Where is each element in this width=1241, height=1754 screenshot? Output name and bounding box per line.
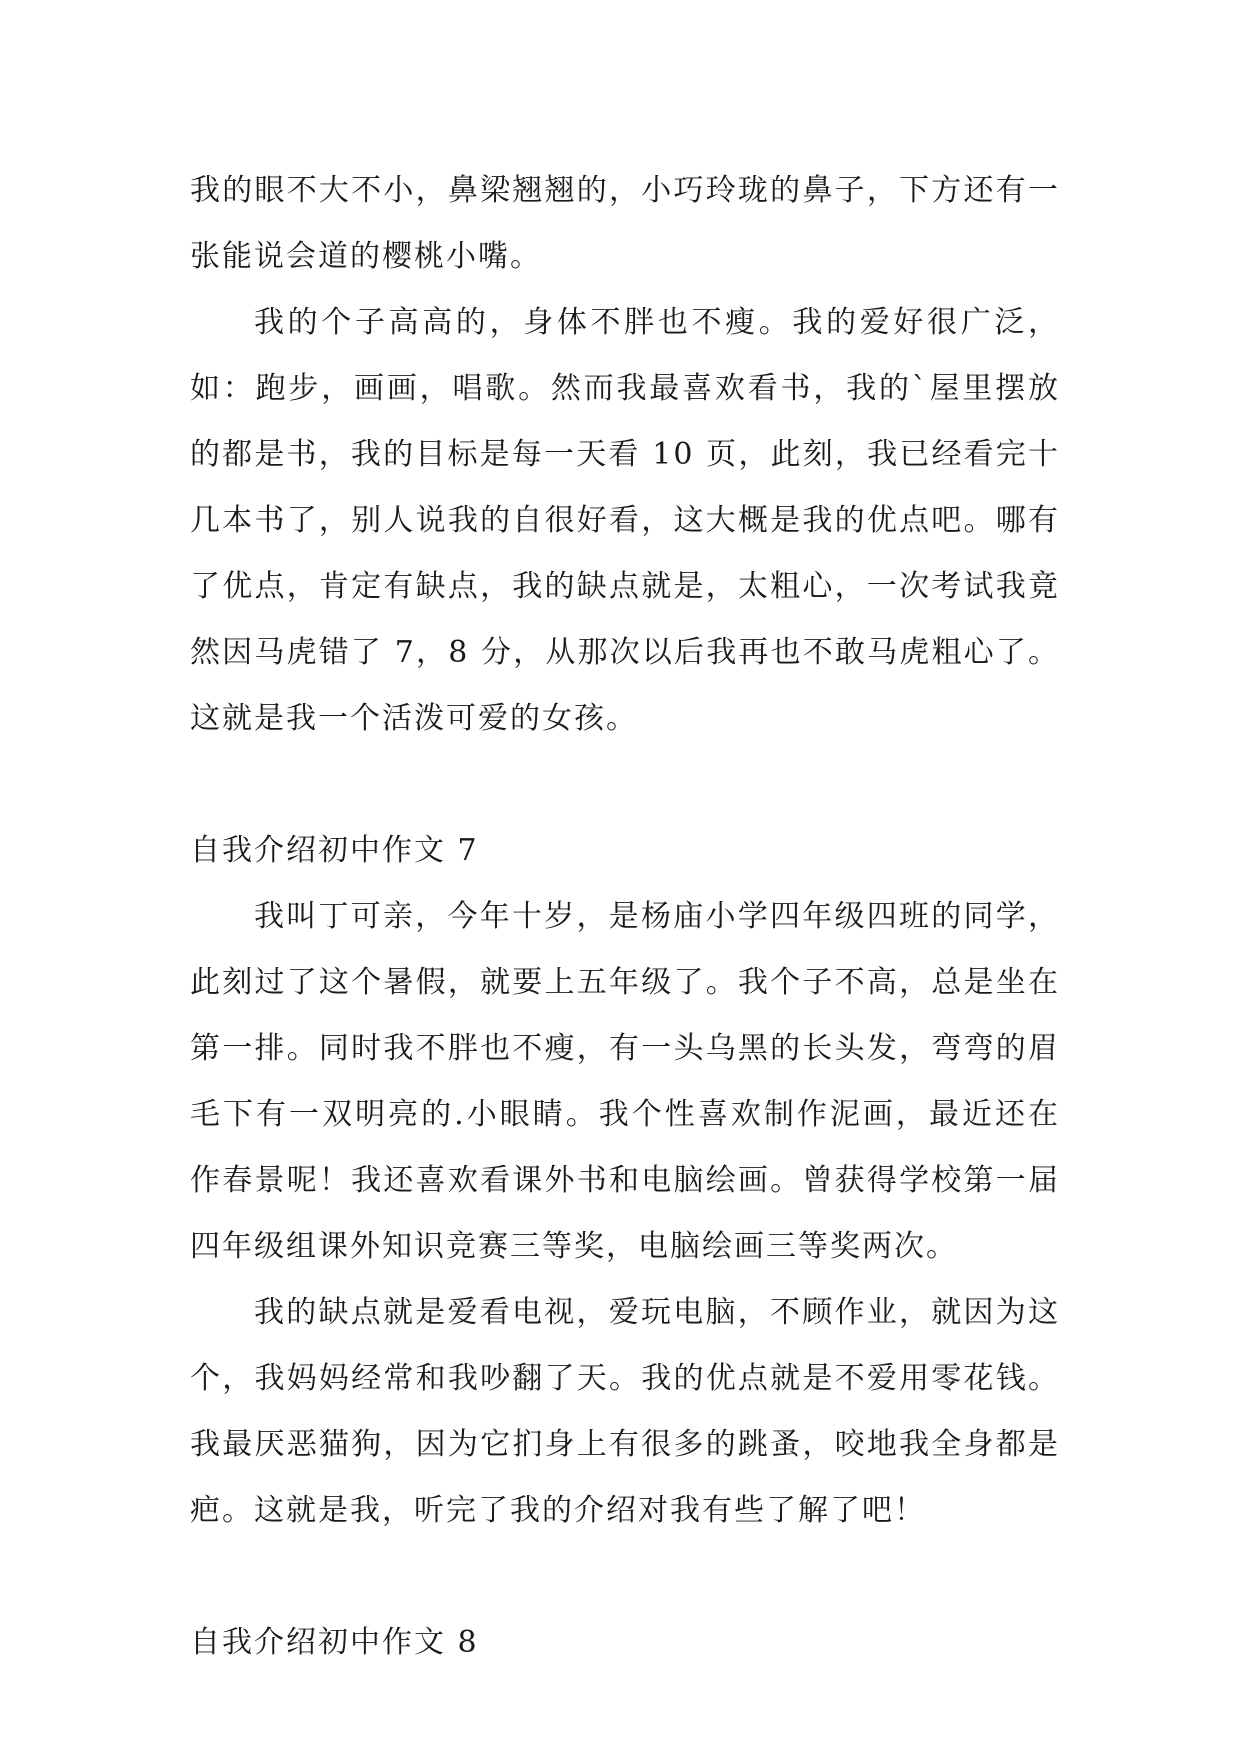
section-spacer — [190, 752, 1060, 818]
paragraph-shortcomings: 我的缺点就是爱看电视，爱玩电脑，不顾作业，就因为这个，我妈妈经常和我吵翻了天。我的优点就是不爱用零花钱。我最厌恶猫狗，因为它扪身上有很多的跳蚤，咬地我全身都是疤。这就是我，听完了我的介绍对我有些了解了吧！ — [190, 1295, 1060, 1528]
paragraph-introduction: 我叫丁可亲，今年十岁，是杨庙小学四年级四班的同学，此刻过了这个暑假，就要上五年级了。我个子不高，总是坐在第一排。同时我不胖也不瘦，有一头乌黑的长头发，弯弯的眉毛下有一双明亮的.小眼睛。我个性喜欢制作泥画，最近还在作春景呢！我还喜欢看课外书和电脑绘画。曾获得学校第一届四年级组课外知识竞赛三等奖，电脑绘画三等奖两次。 — [190, 899, 1060, 1264]
section-heading-8: 自我介绍初中作文 8 — [190, 1625, 479, 1660]
section-heading-7: 自我介绍初中作文 7 — [190, 833, 479, 868]
paragraph-hobbies: 我的个子高高的，身体不胖也不瘦。我的爱好很广泛，如：跑步，画画，唱歌。然而我最喜欢看书，我的`屋里摆放的都是书，我的目标是每一天看 10 页，此刻，我已经看完十几本书了，别人说我的自很好看，这大概是我的优点吧。哪有了优点，肯定有缺点，我的缺点就是，太粗心，一次考试我竟然因马虎错了 7，8 分，从那次以后我再也不敢马虎粗心了。这就是我一个活泼可爱的女孩。 — [190, 305, 1060, 736]
section-spacer — [190, 1544, 1060, 1610]
paragraph-appearance: 我的眼不大不小，鼻梁翘翘的，小巧玲珑的鼻子，下方还有一张能说会道的樱桃小嘴。 — [190, 173, 1060, 274]
document-body — [190, 158, 1060, 1676]
